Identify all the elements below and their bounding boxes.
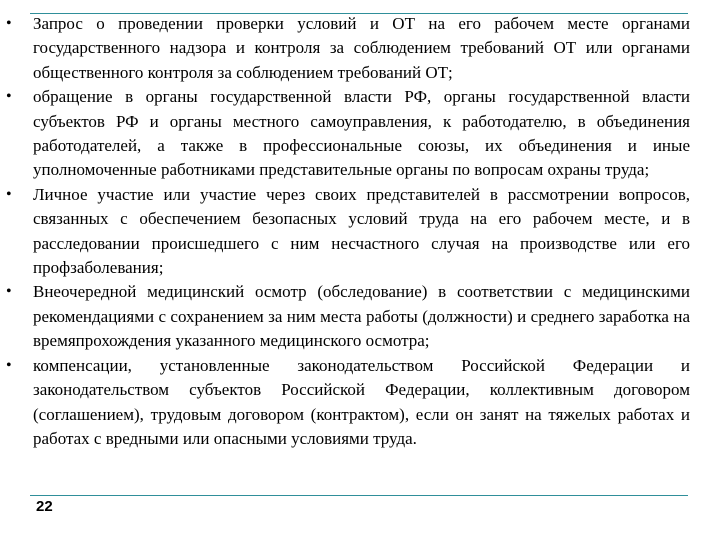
list-item <box>6 85 690 183</box>
list-item <box>6 354 690 452</box>
bullet-icon: • <box>6 185 12 203</box>
bullet-icon: • <box>6 88 12 106</box>
list-item-text: Внеочередной медицинский осмотр (обследование) в соответствии с медицинскими рекомендациями с сохранением за ним места работы (должности) и среднего заработка на времяпрохождения указанного медицинского осмотра; <box>33 282 690 351</box>
bottom-rule <box>30 495 688 496</box>
bullet-list <box>6 12 690 451</box>
bullet-icon: • <box>6 356 12 374</box>
list-item <box>6 12 690 85</box>
page-number: 22 <box>36 498 53 515</box>
list-item <box>6 183 690 281</box>
list-item-text: Личное участие или участие через своих представителей в рассмотрении вопросов, связанных с обеспечением безопасных условий труда на его рабочем месте, и в расследовании происшедшего с ним несчастного случая на производстве или его профзаболевания; <box>33 184 690 278</box>
list-item-text: Запрос о проведении проверки условий и ОТ на его рабочем месте органами государственного надзора и контроля за соблюдением требований ОТ или органами общественного контроля за соблюдением требований ОТ; <box>33 14 690 82</box>
list-item-text: обращение в органы государственной власти РФ, органы государственной власти субъектов РФ и органы местного самоуправления, к работодателю, в объединения работодателей, а также в профессиональные союзы, их объединения и иные уполномоченные работниками представительные органы по вопросам охраны труда; <box>33 87 690 180</box>
bullet-icon: • <box>6 15 12 32</box>
list-item <box>6 280 690 353</box>
bullet-icon: • <box>6 283 12 301</box>
list-item-text: компенсации, установленные законодательством Российской Федерации и законодательством субъектов Российской Федерации, коллективным договором (соглашением), трудовым договором (контрактом), если он занят на тяжелых работах и работах с вредными или опасными условиями труда. <box>33 355 690 448</box>
